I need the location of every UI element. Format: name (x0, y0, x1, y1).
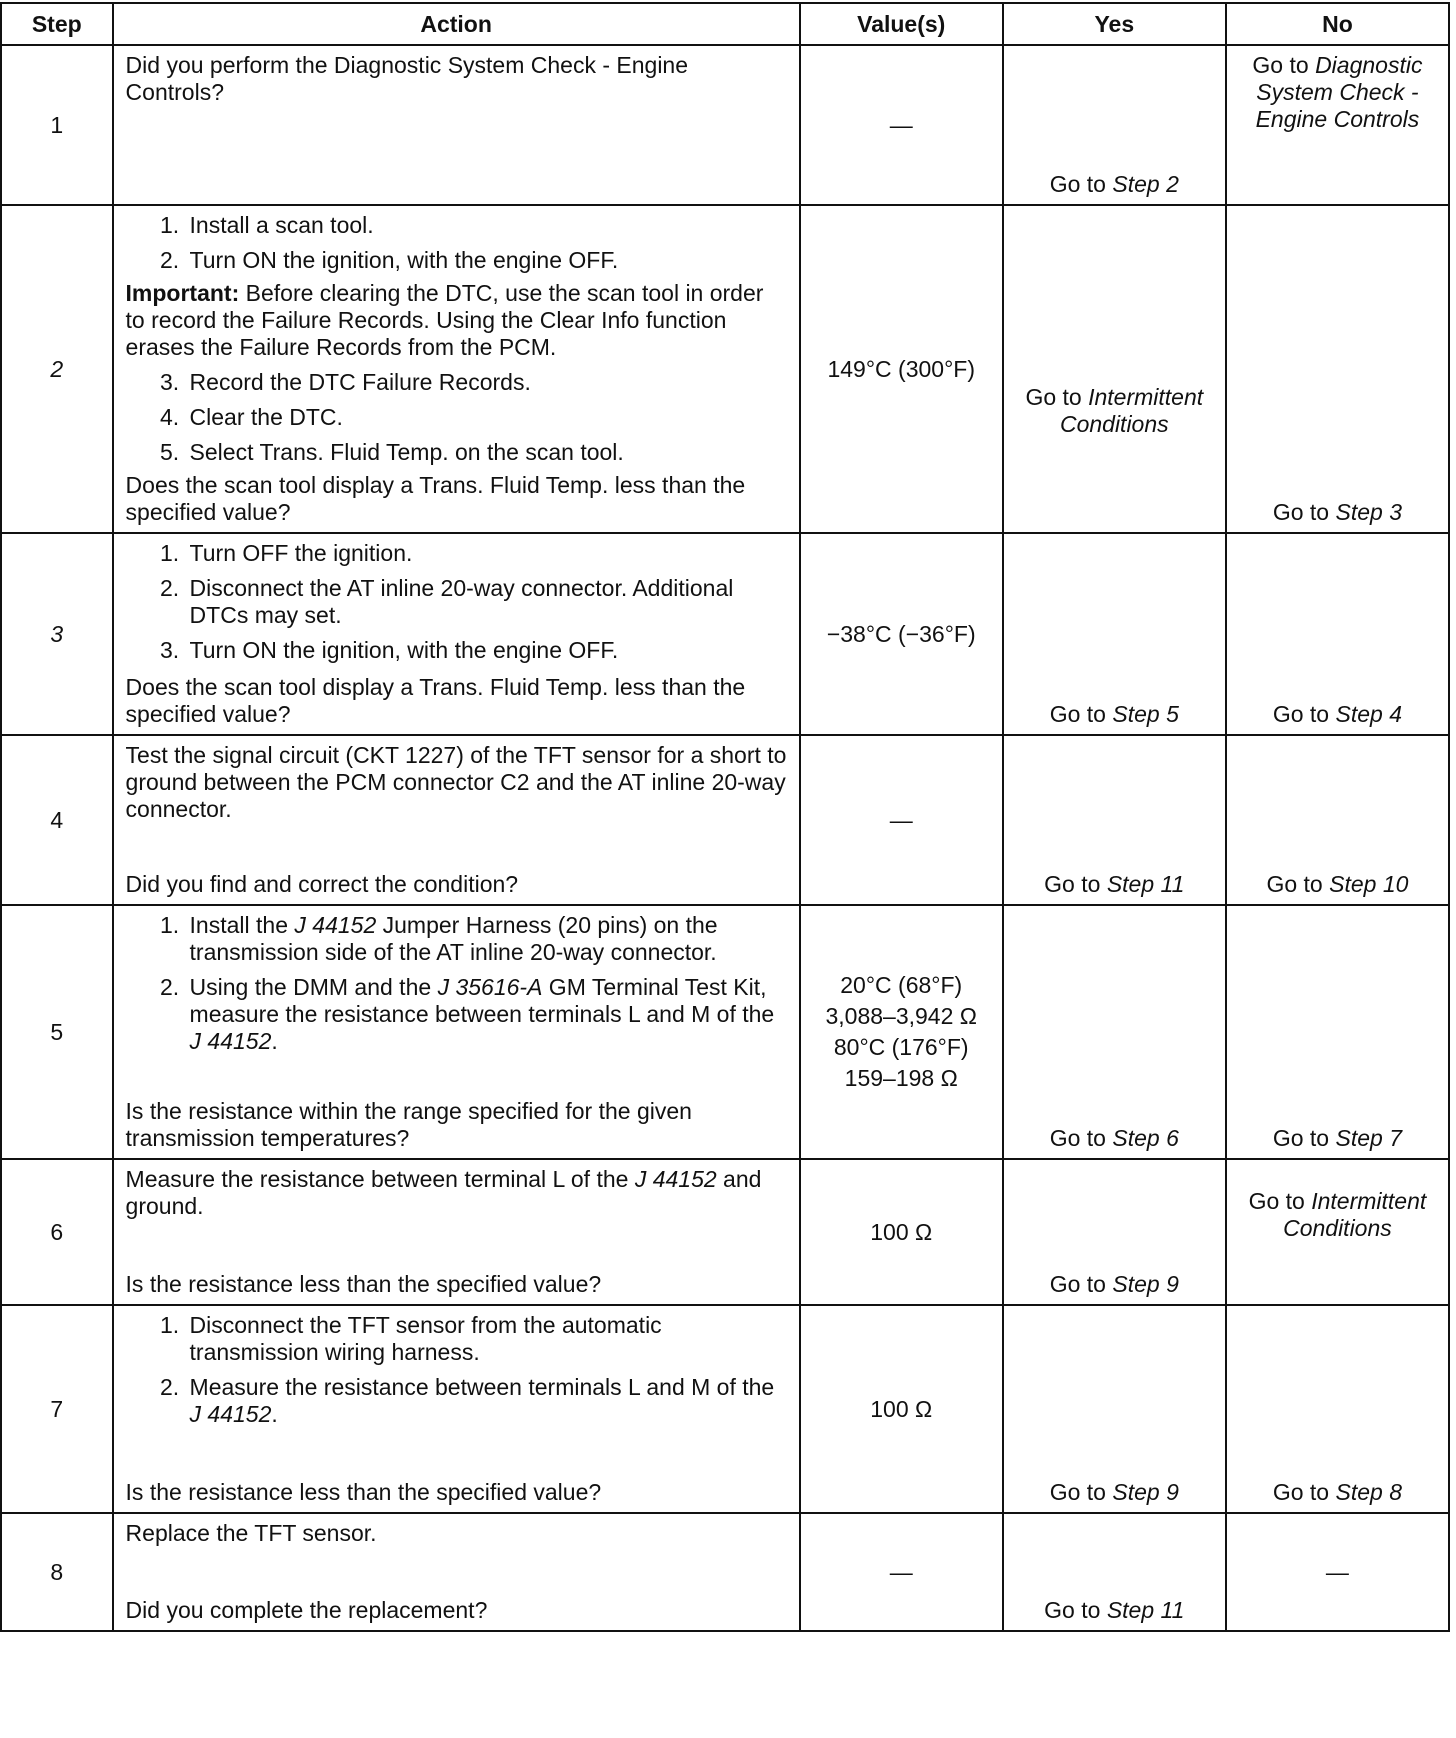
action-text: GM Terminal Test Kit, measure the resistance between terminals L and M of the (189, 974, 775, 1027)
step-number: 1 (1, 45, 113, 205)
no-prefix: Go to (1272, 1125, 1336, 1151)
action-list (126, 912, 787, 1059)
action-item: 2. Turn ON the ignition, with the engine OFF. (186, 247, 787, 274)
action-question: Is the resistance less than the specified value? (125, 1479, 602, 1505)
no-link[interactable]: Step 3 (1335, 499, 1402, 525)
action-text: Replace the TFT sensor. (125, 1520, 377, 1546)
value-line: 80°C (176°F) (833, 1034, 969, 1060)
value-line: 3,088–3,942 Ω (825, 1003, 977, 1029)
yes-link[interactable]: Step 5 (1112, 701, 1179, 727)
tool-number: J 44152 (634, 1166, 717, 1192)
no-prefix: Go to (1272, 1479, 1336, 1505)
action-list (126, 1312, 787, 1432)
value-line: 159–198 Ω (844, 1065, 958, 1091)
no-link[interactable]: Step 8 (1335, 1479, 1402, 1505)
table-row (1, 905, 1449, 1159)
yes-link[interactable]: Step 11 (1106, 1597, 1185, 1623)
no-link[interactable]: Step 7 (1335, 1125, 1402, 1151)
no-link[interactable]: Step 10 (1329, 871, 1409, 897)
action-question: Is the resistance within the range specified for the given transmission temperatures? (125, 1098, 692, 1151)
yes-link[interactable]: Intermittent Conditions (1059, 384, 1204, 437)
table-row (1, 1305, 1449, 1513)
no-prefix: Go to (1252, 52, 1316, 78)
diagnostic-table (0, 2, 1450, 1632)
table-row (1, 735, 1449, 905)
no-cell (1226, 533, 1449, 735)
step-number: 5 (1, 905, 113, 1159)
yes-cell (1003, 205, 1226, 533)
table-header-row (1, 3, 1449, 45)
value-cell: — (800, 45, 1003, 205)
action-item: 4. Clear the DTC. (186, 404, 787, 431)
action-item (186, 974, 787, 1055)
yes-cell (1003, 735, 1226, 905)
action-text: Install the (189, 912, 295, 938)
action-item (186, 912, 787, 966)
action-item: 1. Disconnect the TFT sensor from the automatic transmission wiring harness. (186, 1312, 787, 1366)
header-yes: Yes (1003, 3, 1226, 45)
action-list (126, 540, 787, 668)
action-text-part: Measure the resistance between terminal L of the (125, 1166, 635, 1192)
value-cell: −38°C (−36°F) (800, 533, 1003, 735)
yes-cell (1003, 45, 1226, 205)
no-cell (1226, 1305, 1449, 1513)
action-text-part: and ground. (125, 1166, 762, 1219)
no-cell: — (1226, 1513, 1449, 1631)
action-item: 3. Record the DTC Failure Records. (186, 369, 787, 396)
action-item: 5. Select Trans. Fluid Temp. on the scan tool. (186, 439, 787, 466)
value-cell: 100 Ω (800, 1159, 1003, 1305)
action-item: 3. Turn ON the ignition, with the engine OFF. (186, 637, 787, 664)
yes-prefix: Go to (1044, 1597, 1107, 1623)
action-text (126, 1166, 787, 1220)
action-item: 2. Disconnect the AT inline 20-way connector. Additional DTCs may set. (186, 575, 787, 629)
action-item: 1. Install a scan tool. (186, 212, 787, 239)
yes-link[interactable]: Step 9 (1112, 1271, 1179, 1297)
no-cell (1226, 735, 1449, 905)
value-line: 20°C (68°F) (840, 972, 963, 998)
step-number: 6 (1, 1159, 113, 1305)
yes-link[interactable]: Step 2 (1112, 171, 1179, 197)
value-cell: 100 Ω (800, 1305, 1003, 1513)
action-question: Did you complete the replacement? (125, 1597, 488, 1623)
tool-number: J 44152 (189, 1401, 272, 1427)
action-cell (113, 45, 800, 205)
yes-prefix: Go to (1025, 384, 1089, 410)
action-text: . (271, 1028, 278, 1054)
action-item: 1. Turn OFF the ignition. (186, 540, 787, 567)
action-list (126, 212, 787, 274)
tool-number: J 44152 (294, 912, 377, 938)
important-note (126, 280, 787, 361)
step-number: 2 (1, 205, 113, 533)
action-cell (113, 1305, 800, 1513)
yes-link[interactable]: Step 6 (1112, 1125, 1179, 1151)
tool-number: J 35616-A (437, 974, 543, 1000)
value-cell: 149°C (300°F) (800, 205, 1003, 533)
action-cell (113, 533, 800, 735)
action-cell (113, 905, 800, 1159)
action-question: Does the scan tool display a Trans. Fluid Temp. less than the specified value? (125, 472, 746, 525)
value-cell: — (800, 735, 1003, 905)
yes-prefix: Go to (1049, 171, 1113, 197)
action-text: Using the DMM and the (189, 974, 438, 1000)
no-prefix: Go to (1248, 1188, 1312, 1214)
no-prefix: Go to (1272, 701, 1336, 727)
action-cell (113, 735, 800, 905)
important-text: Before clearing the DTC, use the scan tool in order to record the Failure Records. Using the Clear Info function erases the Failure Records from the PCM. (125, 280, 764, 360)
no-cell (1226, 205, 1449, 533)
step-number: 7 (1, 1305, 113, 1513)
tool-number: J 44152 (189, 1028, 272, 1054)
yes-cell (1003, 1159, 1226, 1305)
action-cell (113, 205, 800, 533)
no-prefix: Go to (1266, 871, 1330, 897)
yes-cell (1003, 533, 1226, 735)
action-list (126, 369, 787, 466)
yes-prefix: Go to (1049, 701, 1113, 727)
action-text: Test the signal circuit (CKT 1227) of the TFT sensor for a short to ground between the PCM connector C2 and the AT inline 20-way connector. (125, 742, 787, 822)
yes-prefix: Go to (1049, 1271, 1113, 1297)
action-text: Jumper Harness (20 pins) on the transmission side of the AT inline 20-way connector. (189, 912, 718, 965)
no-prefix: Go to (1272, 499, 1336, 525)
action-question: Did you find and correct the condition? (125, 871, 519, 897)
no-cell (1226, 905, 1449, 1159)
no-link[interactable]: Diagnostic System Check - Engine Controls (1255, 52, 1423, 132)
header-values: Value(s) (800, 3, 1003, 45)
table-row (1, 533, 1449, 735)
yes-link[interactable]: Step 9 (1112, 1479, 1179, 1505)
step-number: 8 (1, 1513, 113, 1631)
action-cell (113, 1513, 800, 1631)
no-link[interactable]: Intermittent Conditions (1283, 1188, 1427, 1241)
action-question: Does the scan tool display a Trans. Fluid Temp. less than the specified value? (125, 674, 746, 727)
yes-cell (1003, 1513, 1226, 1631)
table-row (1, 205, 1449, 533)
header-step: Step (1, 3, 113, 45)
table-row (1, 1513, 1449, 1631)
header-action: Action (113, 3, 800, 45)
no-cell (1226, 1159, 1449, 1305)
important-label: Important: (125, 280, 240, 306)
value-cell: — (800, 1513, 1003, 1631)
table-row (1, 45, 1449, 205)
no-cell (1226, 45, 1449, 205)
no-link[interactable]: Step 4 (1335, 701, 1402, 727)
table-row (1, 1159, 1449, 1305)
step-number: 3 (1, 533, 113, 735)
step-number: 4 (1, 735, 113, 905)
yes-cell (1003, 905, 1226, 1159)
action-item (186, 1374, 787, 1428)
yes-prefix: Go to (1049, 1125, 1113, 1151)
value-cell (800, 905, 1003, 1159)
yes-prefix: Go to (1049, 1479, 1113, 1505)
action-cell (113, 1159, 800, 1305)
yes-link[interactable]: Step 11 (1106, 871, 1185, 897)
header-no: No (1226, 3, 1449, 45)
yes-cell (1003, 1305, 1226, 1513)
action-text: . (271, 1401, 278, 1427)
action-text: Measure the resistance between terminals L and M of the (189, 1374, 775, 1400)
action-question: Is the resistance less than the specified value? (125, 1271, 602, 1297)
action-text: Did you perform the Diagnostic System Check - Engine Controls? (125, 52, 689, 105)
yes-prefix: Go to (1044, 871, 1107, 897)
